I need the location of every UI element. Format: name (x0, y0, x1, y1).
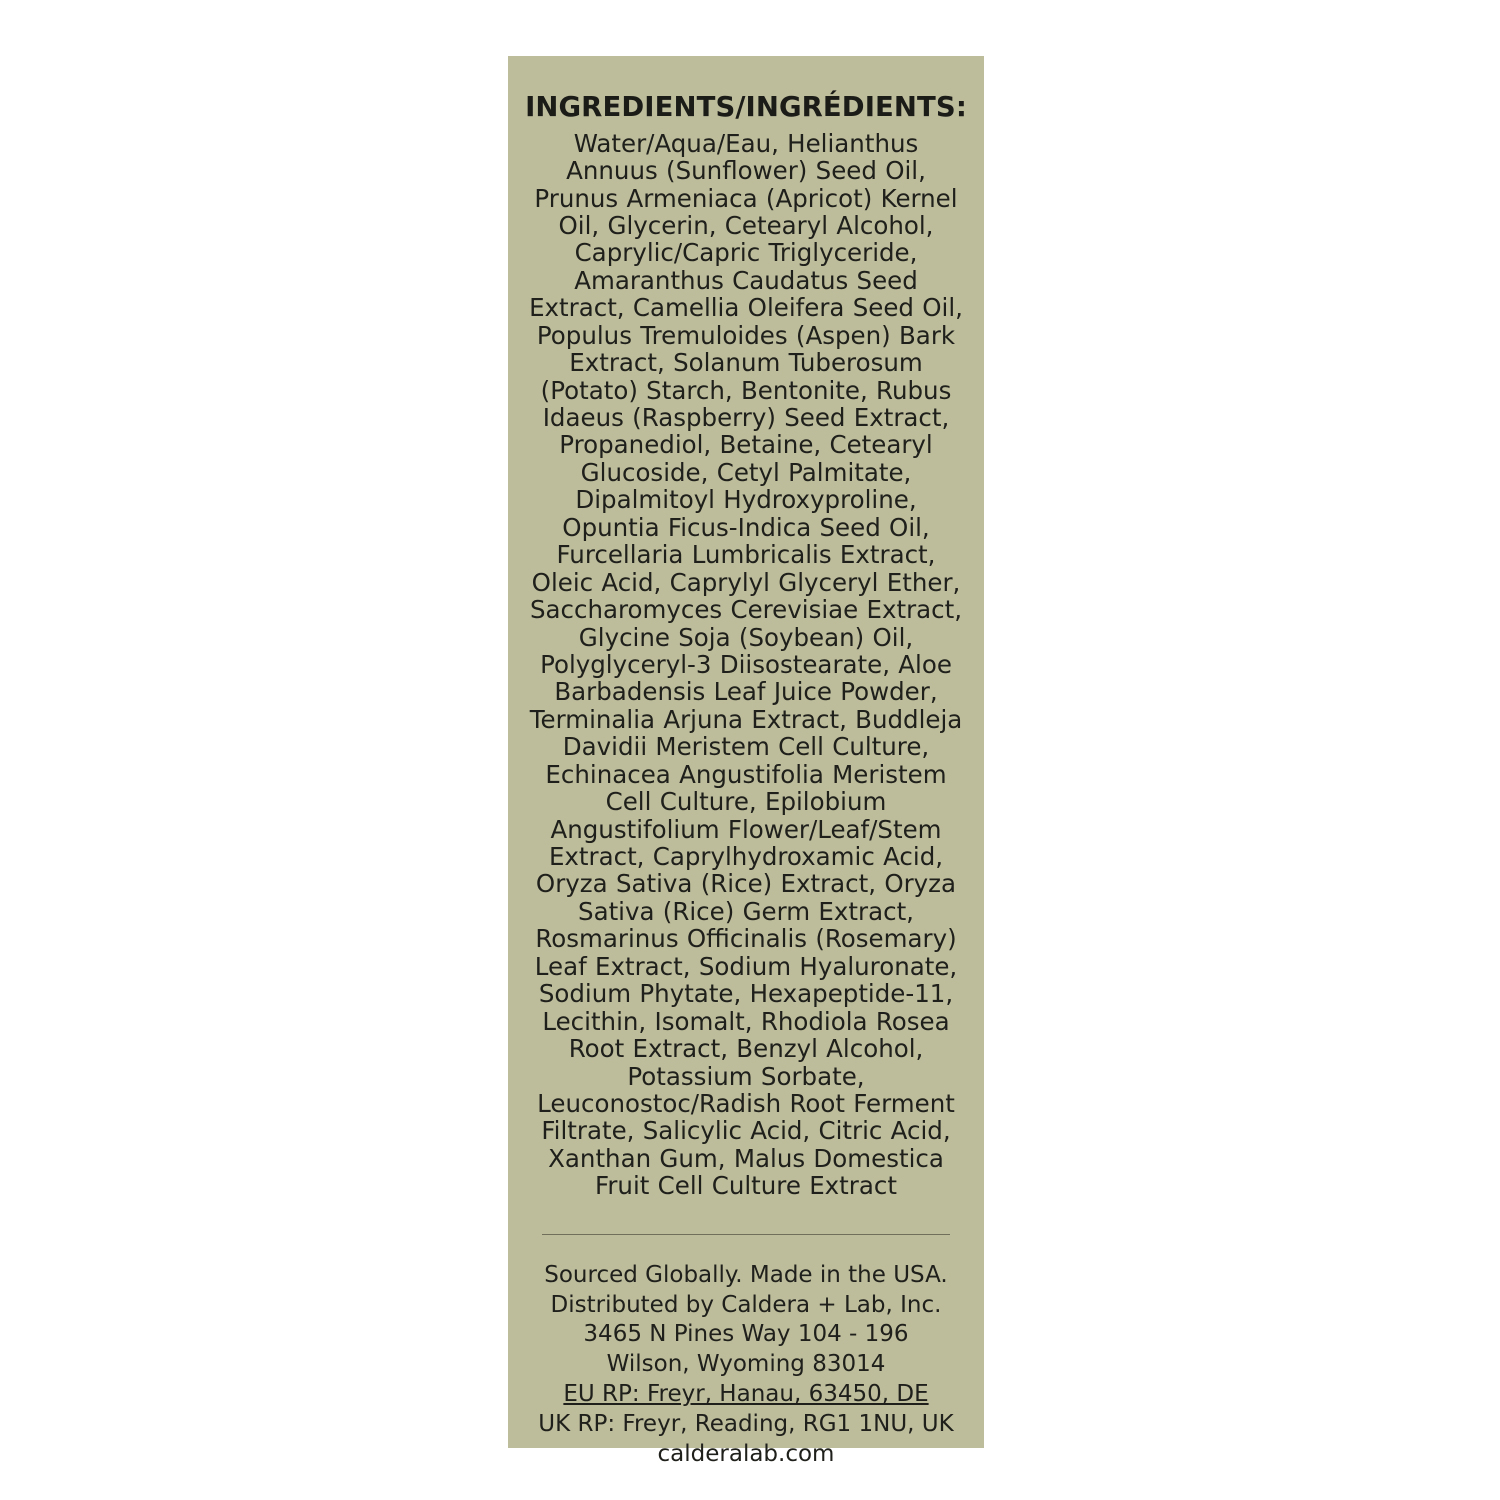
uk-responsible-person-line: UK RP: Freyr, Reading, RG1 1NU, UK (538, 1411, 954, 1438)
manufacturer-info (522, 1261, 970, 1470)
section-divider (542, 1234, 950, 1235)
ingredients-list: Water/Aqua/Eau, Helianthus Annuus (Sunflower) Seed Oil, Prunus Armeniaca (Apricot) Kernel Oil, Glycerin, Cetearyl Alcohol, Caprylic/Capric Triglyceride, Amaranthus Caudatus Seed Extract, Camellia Oleifera Seed Oil, Populus Tremuloides (Aspen) Bark Extract, Solanum Tuberosum (Potato) Starch, Bentonite, Rubus Idaeus (Raspberry) Seed Extract, Propanediol, Betaine, Cetearyl Glucoside, Cetyl Palmitate, Dipalmitoyl Hydroxyproline, Opuntia Ficus-Indica Seed Oil, Furcellaria Lumbricalis Extract, Oleic Acid, Caprylyl Glyceryl Ether, Saccharomyces Cerevisiae Extract, Glycine Soja (Soybean) Oil, Polyglyceryl-3 Diisostearate, Aloe Barbadensis Leaf Juice Powder, Terminalia Arjuna Extract, Buddleja Davidii Meristem Cell Culture, Echinacea Angustifolia Meristem Cell Culture, Epilobium Angustifolium Flower/Leaf/Stem Extract, Caprylhydroxamic Acid, Oryza Sativa (Rice) Extract, Oryza Sativa (Rice) Germ Extract, Rosmarinus Officinalis (Rosemary) Leaf Extract, Sodium Hyaluronate, Sodium Phytate, Hexapeptide-11, Lecithin, Isomalt, Rhodiola Rosea Root Extract, Benzyl Alcohol, Potassium Sorbate, Leuconostoc/Radish Root Ferment Filtrate, Salicylic Acid, Citric Acid, Xanthan Gum, Malus Domestica Fruit Cell Culture Extract (529, 128, 963, 1201)
ingredients-heading: INGREDIENTS/INGRÉDIENTS: (525, 91, 967, 123)
distributor-line: Distributed by Caldera + Lab, Inc. (550, 1291, 942, 1318)
sourcing-line: Sourced Globally. Made in the USA. (544, 1261, 948, 1288)
address-city-line: Wilson, Wyoming 83014 (606, 1351, 886, 1378)
ingredients-panel (508, 56, 984, 1468)
address-street-line: 3465 N Pines Way 104 - 196 (583, 1321, 909, 1348)
website-line: calderalab.com (657, 1441, 835, 1468)
eu-responsible-person-line: EU RP: Freyr, Hanau, 63450, DE (563, 1381, 929, 1408)
